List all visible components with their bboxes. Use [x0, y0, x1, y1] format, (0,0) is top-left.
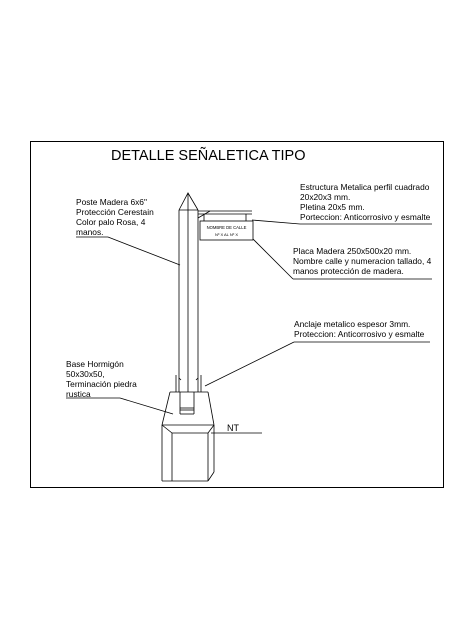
leader-poste [108, 237, 180, 265]
sign-street-name: NOMBRE DE CALLE [206, 225, 247, 230]
concrete-base [162, 392, 214, 481]
label-base-hormigon: Base Hormigón 50x30x50, Terminación piedra rustica [66, 359, 137, 399]
leader-anclaje [205, 342, 294, 386]
metal-anchor [176, 375, 201, 392]
metal-bracket [198, 211, 252, 221]
sign-plate [200, 221, 253, 240]
label-poste-madera: Poste Madera 6x6" Protección Cerestain Color palo Rosa, 4 manos. [76, 197, 154, 237]
label-estructura-metalica: Estructura Metalica perfil cuadrado 20x20x3 mm. Pletina 20x5 mm. Porteccion: Anticorrosivo y esmalte [300, 182, 431, 222]
label-nivel-terreno: NT [227, 423, 239, 433]
drawing-title: DETALLE SEÑALETICA TIPO [111, 148, 306, 164]
leader-placa [253, 239, 293, 279]
label-anclaje-metalico: Anclaje metalico espesor 3mm. Proteccion: Anticorrosivo y esmalte [294, 319, 425, 339]
label-placa-madera: Placa Madera 250x500x20 mm. Nombre calle y numeracion tallado, 4 manos protección de madera. [293, 246, 432, 276]
wooden-post [179, 193, 198, 392]
leader-estructura [252, 220, 300, 224]
sign-street-numbers: Nº X AL Nº X [214, 232, 239, 237]
